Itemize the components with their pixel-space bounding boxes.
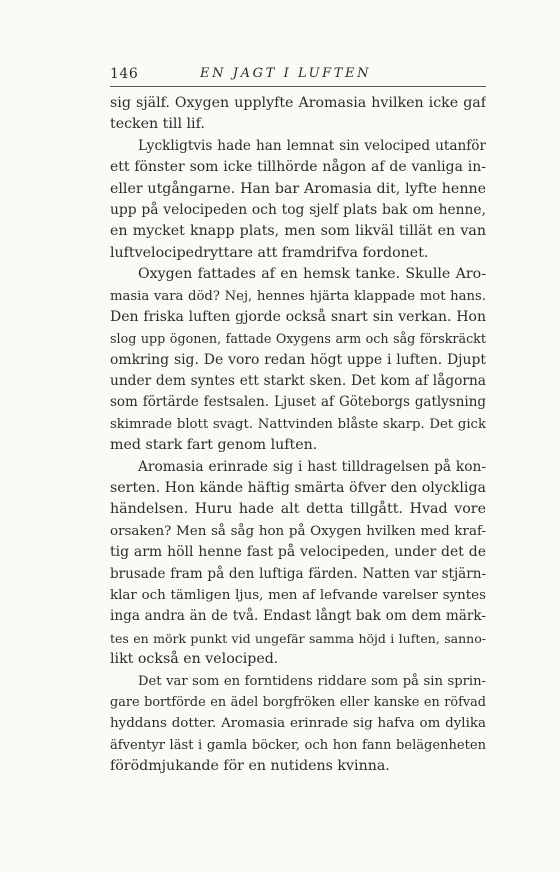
body-text xyxy=(110,93,486,778)
text-line: som förtärde festsalen. Ljuset af Göteborgs gatlysning xyxy=(110,394,486,411)
text-line: med stark fart genom luften. xyxy=(110,437,318,454)
text-line: sig själf. Oxygen upplyfte Aromasia hvilken icke gaf xyxy=(110,95,486,111)
text-line: upp på velocipeden och tog sjelf plats bak om henne, xyxy=(110,201,486,218)
running-title: EN JAGT I LUFTEN xyxy=(200,66,372,81)
text-line: Oxygen fattades af en hemsk tanke. Skulle Aro- xyxy=(138,266,486,283)
text-line: masia vara död? Nej, hennes hjärta klappade mot hans. xyxy=(110,288,486,304)
text-line: gare bortförde en ädel borgfröken eller kanske en röfvad xyxy=(110,694,486,710)
text-line: Det var som en forntidens riddare som på sin sprin- xyxy=(138,673,486,689)
running-head xyxy=(110,64,486,87)
text-line: brusade fram på den luftiga färden. Natten var stjärn- xyxy=(110,565,486,582)
text-line: ett fönster som icke tillhörde någon af de vanliga in- xyxy=(110,159,486,176)
page-number: 146 xyxy=(110,66,139,82)
text-line: äfventyr läst i gamla böcker, och hon fann belägenheten xyxy=(110,737,486,753)
text-line: orsaken? Men så såg hon på Oxygen hvilken med kraf- xyxy=(110,523,486,539)
text-line: Aromasia erinrade sig i hast tilldragelsen på kon- xyxy=(138,458,486,475)
text-line: slog upp ögonen, fattade Oxygens arm och såg förskräckt xyxy=(110,331,486,347)
text-line: en mycket knapp plats, men som likväl tillät en van xyxy=(110,223,486,240)
text-line: Den friska luften gjorde också snart sin verkan. Hon xyxy=(110,308,486,325)
text-line: likt också en velociped. xyxy=(110,651,279,668)
text-line: tecken till lif. xyxy=(110,116,205,133)
text-line: luftvelocipedryttare att framdrifva fordonet. xyxy=(110,244,429,261)
text-line: tes en mörk punkt vid ungefär samma höjd i luften, sanno- xyxy=(110,630,486,646)
text-line: klar och tämligen ljus, men af lefvande varelser syntes xyxy=(110,587,486,603)
text-line: händelsen. Huru hade alt detta tillgått. Hvad vore xyxy=(110,501,486,518)
text-line: omkring sig. De voro redan högt uppe i luften. Djupt xyxy=(110,351,486,368)
text-line: skimrade blott svagt. Nattvinden blåste skarp. Det gick xyxy=(110,416,486,432)
text-line: inga andra än de två. Endast långt bak om dem märk- xyxy=(110,608,486,625)
text-line: tig arm höll henne fast på velocipeden, under det de xyxy=(110,544,486,561)
text-line: förödmjukande för en nutidens kvinna. xyxy=(110,758,390,775)
text-line: Lyckligtvis hade han lemnat sin velociped utanför xyxy=(138,137,486,154)
text-line: eller utgångarne. Han bar Aromasia dit, lyfte henne xyxy=(110,180,486,197)
text-line: hyddans dotter. Aromasia erinrade sig hafva om dylika xyxy=(110,716,486,732)
text-line: under dem syntes ett starkt sken. Det kom af lågorna xyxy=(110,373,486,390)
text-line: serten. Hon kände häftig smärta öfver den olyckliga xyxy=(110,480,486,497)
